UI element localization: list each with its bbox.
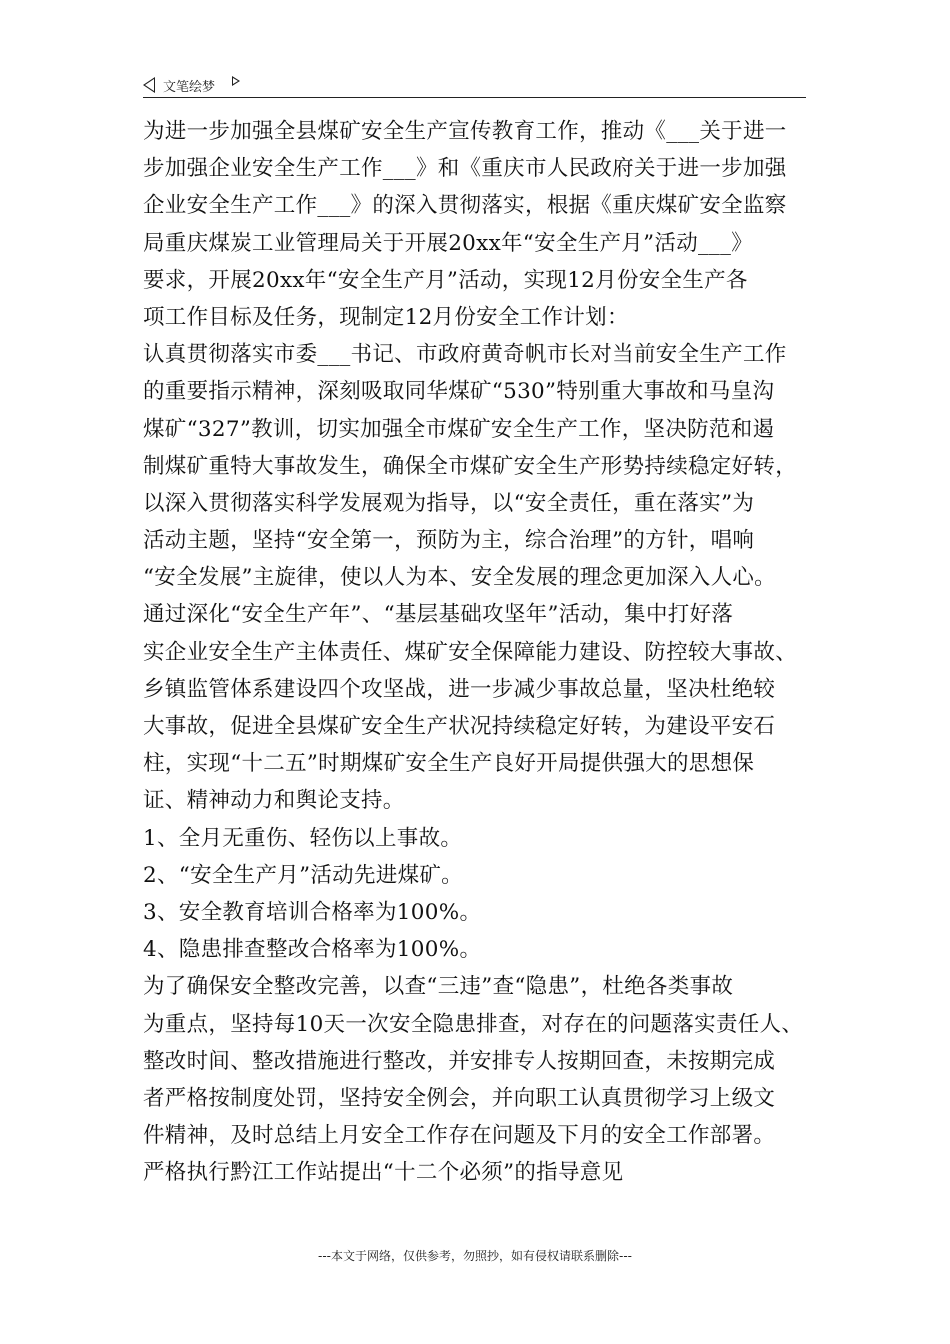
body-line: 认真贯彻落实市委___书记、市政府黄奇帆市长对当前安全生产工作 — [143, 342, 787, 368]
body-line: 乡镇监管体系建设四个攻坚战，进一步减少事故总量，坚决杜绝较 — [143, 676, 776, 702]
body-line: 3、安全教育培训合格率为100%。 — [143, 899, 482, 925]
body-line: 的重要指示精神，深刻吸取同华煤矿“530”特别重大事故和马皇沟 — [143, 379, 775, 405]
triangle-left-icon — [143, 77, 155, 93]
page-header — [143, 74, 806, 98]
body-line: 通过深化“安全生产年”、“基层基础攻坚年”活动，集中打好落 — [143, 602, 734, 628]
body-line: 整改时间、整改措施进行整改，并安排专人按期回查，未按期完成 — [143, 1048, 776, 1074]
body-line: 件精神，及时总结上月安全工作存在问题及下月的安全工作部署。 — [143, 1123, 776, 1149]
document-body — [143, 113, 813, 1191]
body-line: 1、全月无重伤、轻伤以上事故。 — [143, 825, 463, 851]
body-line: 者严格按制度处罚，坚持安全例会，并向职工认真贯彻学习上级文 — [143, 1085, 776, 1111]
body-line: 为重点，坚持每10天一次安全隐患排查，对存在的问题落实责任人、 — [143, 1011, 804, 1037]
body-line: 企业安全生产工作___》的深入贯彻落实，根据《重庆煤矿安全监察 — [143, 193, 787, 219]
body-line: 以深入贯彻落实科学发展观为指导，以“安全责任，重在落实”为 — [143, 490, 755, 516]
body-line: 2、“安全生产月”活动先进煤矿。 — [143, 862, 463, 888]
body-line: 为了确保安全整改完善，以查“三违”查“隐患”，杜绝各类事故 — [143, 974, 734, 1000]
body-line: 柱，实现“十二五”时期煤矿安全生产良好开局提供强大的思想保 — [143, 751, 755, 777]
body-line: 为进一步加强全县煤矿安全生产宣传教育工作，推动《___关于进一 — [143, 119, 787, 144]
body-line: 煤矿“327”教训，切实加强全市煤矿安全生产工作，坚决防范和遏 — [143, 416, 775, 442]
body-line: 4、隐患排查整改合格率为100%。 — [143, 937, 482, 963]
header-brand: 文笔绘梦 — [163, 80, 216, 95]
body-line: 要求，开展20xx年“安全生产月”活动，实现12月份安全生产各 — [143, 267, 748, 293]
body-line: 实企业安全生产主体责任、煤矿安全保障能力建设、防控较大事故、 — [143, 639, 798, 665]
body-line: 项工作目标及任务，现制定12月份安全工作计划： — [143, 304, 629, 330]
body-line: 严格执行黔江工作站提出“十二个必须”的指导意见 — [143, 1160, 624, 1186]
body-line: 步加强企业安全生产工作___》和《重庆市人民政府关于进一步加强 — [143, 156, 787, 182]
header-divider — [143, 97, 806, 98]
body-line: 制煤矿重特大事故发生，确保全市煤矿安全生产形势持续稳定好转， — [143, 453, 798, 479]
triangle-right-icon — [232, 76, 240, 86]
body-line: 大事故，促进全县煤矿安全生产状况持续稳定好转，为建设平安石 — [143, 714, 776, 739]
body-line: 活动主题，坚持“安全第一，预防为主，综合治理”的方针，唱响 — [143, 528, 755, 554]
page-footer: ---本文于网络，仅供参考，勿照抄，如有侵权请联系删除--- — [318, 1249, 632, 1263]
body-line: 局重庆煤炭工业管理局关于开展20xx年“安全生产月”活动___》 — [143, 230, 753, 256]
body-line: 证、精神动力和舆论支持。 — [143, 788, 405, 814]
body-line: “安全发展”主旋律，使以人为本、安全发展的理念更加深入人心。 — [143, 565, 776, 591]
